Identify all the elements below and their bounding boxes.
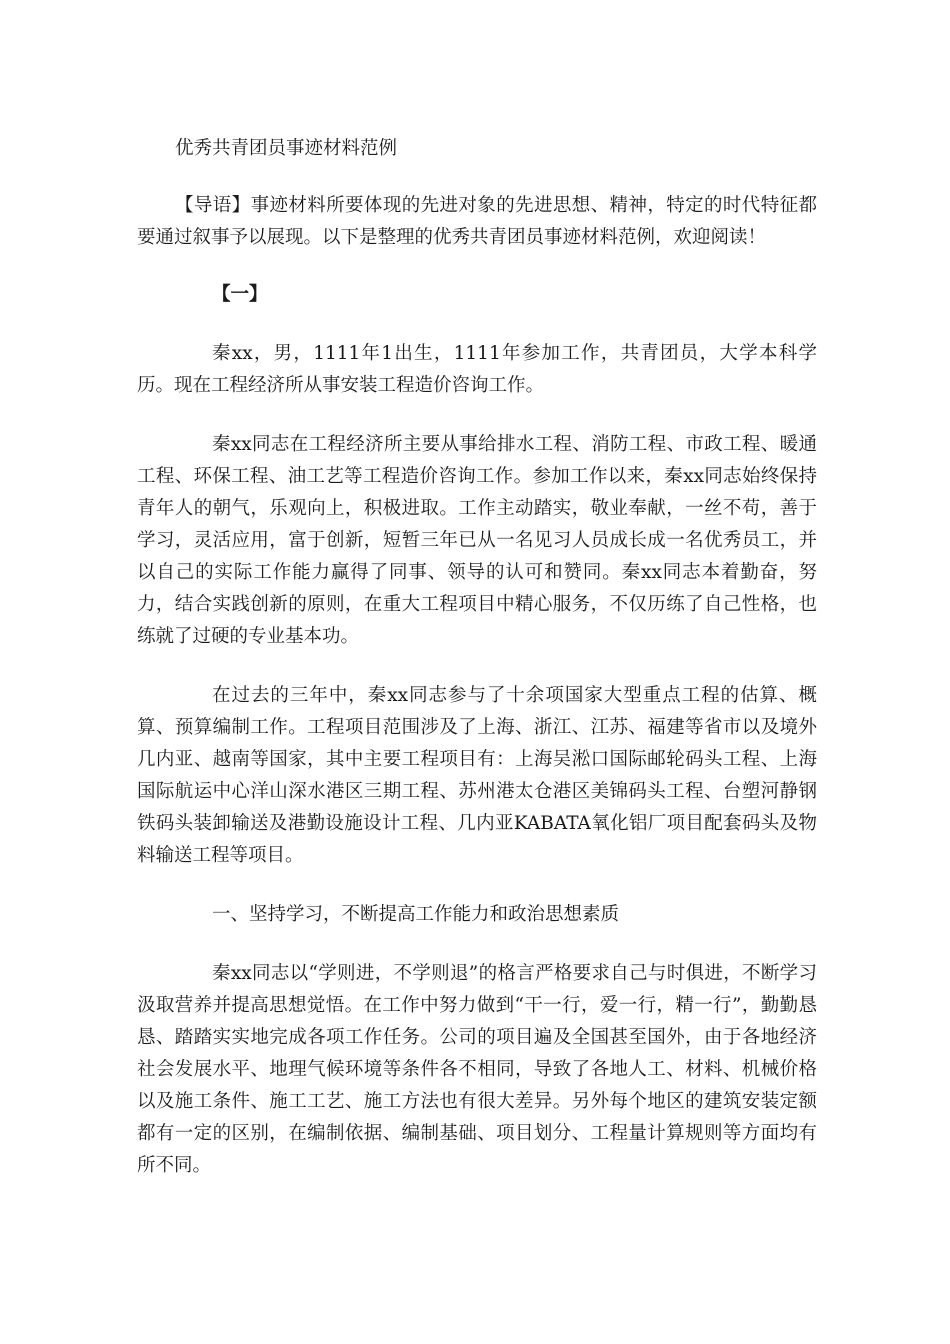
section-mark: 【一】 xyxy=(212,284,268,305)
paragraph-projects: 在过去的三年中，秦xx同志参与了十余项国家大型重点工程的估算、概算、预算编制工作。工程项目范围涉及了上海、浙江、江苏、福建等省市以及境外几内亚、越南等国家，其中主要工程项目有：上海吴淞口国际邮轮码头工程、上海国际航运中心洋山深水港区三期工程、苏州港太仓港区美锦码头工程、台塑河静钢铁码头装卸输送及港勤设施设计工程、几内亚KABATA氧化铝厂项目配套码头及物料输送工程等项目。 xyxy=(137,685,817,866)
document-body xyxy=(137,133,817,1182)
intro-paragraph: 【导语】事迹材料所要体现的先进对象的先进思想、精神，特定的时代特征都要通过叙事予以展现。以下是整理的优秀共青团员事迹材料范例，欢迎阅读！ xyxy=(137,195,817,248)
document-title: 优秀共青团员事迹材料范例 xyxy=(175,138,398,159)
paragraph-study: 秦xx同志以“学则进，不学则退”的格言严格要求自己与时俱进，不断学习汲取营养并提高思想觉悟。在工作中努力做到“干一行，爱一行，精一行”，勤勤恳恳、踏踏实实地完成各项工作任务。公司的项目遍及全国甚至国外，由于各地经济社会发展水平、地理气候环境等条件各不相同，导致了各地人工、材料、机械价格以及施工条件、施工工艺、施工方法也有很大差异。另外每个地区的建筑安装定额都有一定的区别，在编制依据、编制基础、项目划分、工程量计算规则等方面均有所不同。 xyxy=(137,963,817,1176)
paragraph-work-overview: 秦xx同志在工程经济所主要从事给排水工程、消防工程、市政工程、暖通工程、环保工程、油工艺等工程造价咨询工作。参加工作以来，秦xx同志始终保持青年人的朝气，乐观向上，积极进取。工作主动踏实，敬业奉献，一丝不苟，善于学习，灵活应用，富于创新，短暂三年已从一名见习人员成长成一名优秀员工，并以自己的实际工作能力赢得了同事、领导的认可和赞同。秦xx同志本着勤奋，努力，结合实践创新的原则，在重大工程项目中精心服务，不仅历练了自己性格，也练就了过硬的专业基本功。 xyxy=(137,434,817,647)
paragraph-profile: 秦xx，男，1111年1出生，1111年参加工作，共青团员，大学本科学历。现在工程经济所从事安装工程造价咨询工作。 xyxy=(137,343,817,396)
section-heading-1: 一、坚持学习，不断提高工作能力和政治思想素质 xyxy=(212,904,620,925)
